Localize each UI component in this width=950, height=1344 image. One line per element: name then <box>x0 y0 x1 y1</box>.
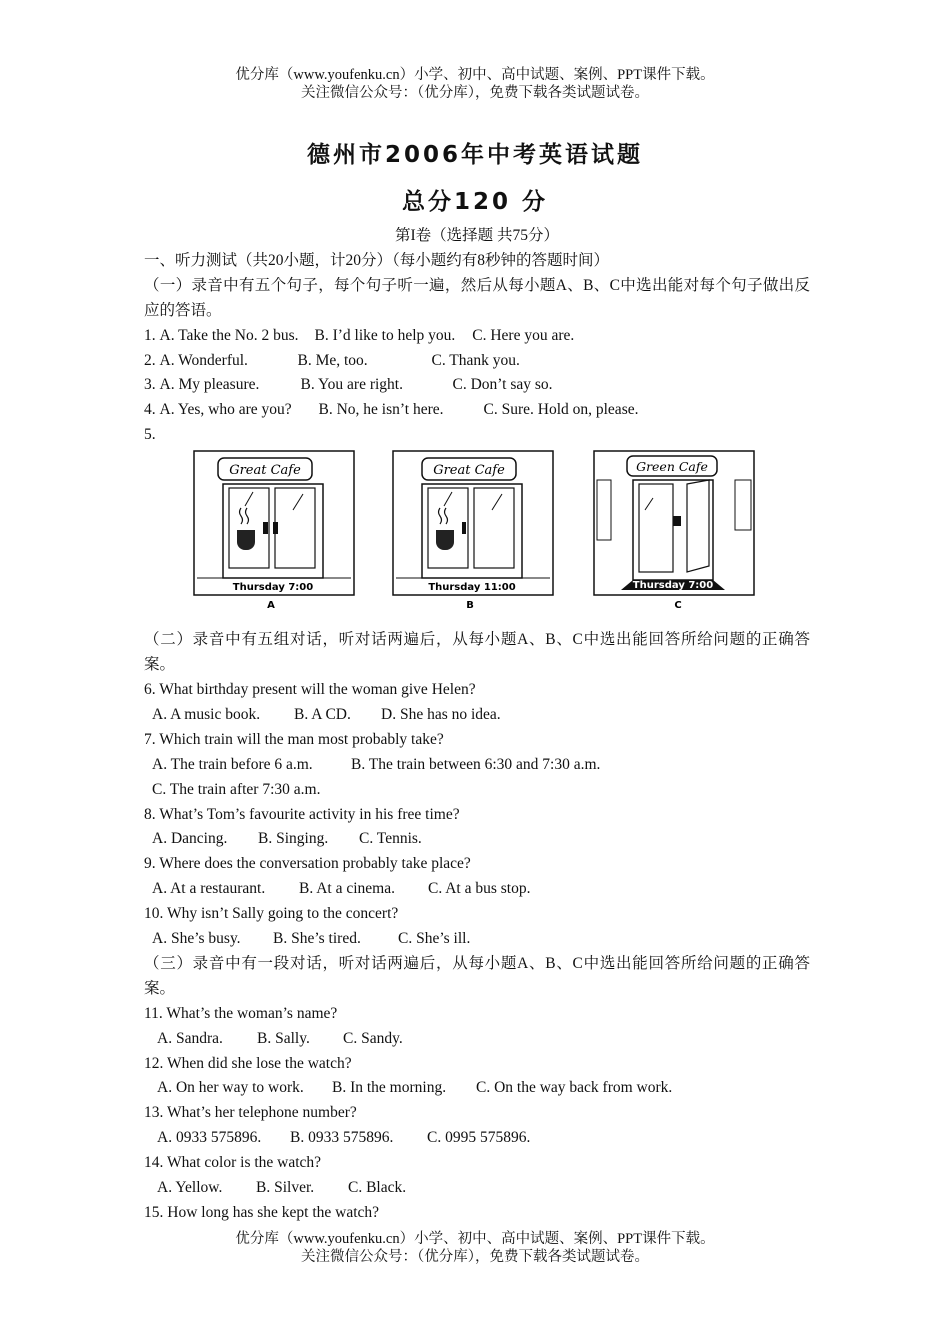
question-10-options <box>144 927 810 952</box>
q8-option-a: A. Dancing. <box>152 830 228 848</box>
q3-option-b: B. You are right. <box>300 376 403 394</box>
q4-option-a: A. Yes, who are you? <box>159 401 292 419</box>
cafe-door-picture-c <box>593 450 757 612</box>
cafe-door-picture-b <box>392 450 556 612</box>
page-header <box>0 66 950 102</box>
q6-option-a: A. A music book. <box>152 705 261 723</box>
q1-option-c: C. Here you are. <box>472 326 575 344</box>
picture-c <box>593 450 757 612</box>
q11-option-b: B. Sally. <box>257 1029 310 1047</box>
page-footer <box>0 1230 950 1266</box>
volume-heading: 第I卷（选择题 共75分） <box>394 227 560 244</box>
q9-option-b: B. At a cinema. <box>299 880 395 898</box>
q10-option-a: A. She’s busy. <box>152 930 241 948</box>
cafe-door-picture-a <box>193 450 357 612</box>
q13-option-a: A. 0933 575896. <box>157 1129 262 1147</box>
q11-option-c: C. Sandy. <box>343 1029 403 1047</box>
question-5-pictures <box>144 448 810 628</box>
question-9: 9. Where does the conversation probably take place? <box>144 855 471 873</box>
footer-line-1: 优分库（www.youfenku.cn）小学、初中、高中试题、案例、PPT课件下载。 <box>235 1231 715 1247</box>
q7-option-a: A. The train before 6 a.m. <box>152 755 313 773</box>
q4-option-c: C. Sure. Hold on, please. <box>483 401 639 419</box>
picture-b-label: B <box>466 600 474 612</box>
question-2: 2. A. Wonderful. B. Me, too. C. Thank you. <box>144 349 810 374</box>
question-3: 3. A. My pleasure. B. You are right. C. Don’t say so. <box>144 373 810 398</box>
picture-b-time: Thursday 11:00 <box>428 582 516 594</box>
q12-option-b: B. In the morning. <box>332 1079 447 1097</box>
question-12: 12. When did she lose the watch? <box>144 1054 352 1072</box>
q12-option-c: C. On the way back from work. <box>476 1079 673 1097</box>
footer-line-2: 关注微信公众号：（优分库），免费下载各类试题试卷。 <box>301 1249 649 1265</box>
question-13-options <box>144 1126 810 1151</box>
picture-c-time: Thursday 7:00 <box>632 580 714 592</box>
q6-option-b: B. A CD. <box>294 705 351 723</box>
picture-c-label: C <box>674 600 682 612</box>
q1-option-a: A. Take the No. 2 bus. <box>159 326 299 344</box>
picture-b-sign: Great Cafe <box>433 463 505 479</box>
exam-title: 德州市2006年中考英语试题 <box>306 142 643 168</box>
question-6-options <box>144 703 810 728</box>
q2-option-b: B. Me, too. <box>297 351 368 369</box>
section1-instructions: （一）录音中有五个句子，每个句子听一遍，然后从每小题A、B、C中选出能对每个句子做出反应的答语。 <box>144 276 810 319</box>
question-8: 8. What’s Tom’s favourite activity in his free time? <box>144 805 460 823</box>
q9-option-c: C. At a bus stop. <box>428 880 531 898</box>
question-7: 7. Which train will the man most probably take? <box>144 730 444 748</box>
q8-option-c: C. Tennis. <box>359 830 422 848</box>
q6-option-c: D. She has no idea. <box>381 705 501 723</box>
question-11: 11. What’s the woman’s name? <box>144 1004 338 1022</box>
question-9-options <box>144 877 810 902</box>
question-13: 13. What’s her telephone number? <box>144 1104 357 1122</box>
part1-heading: 一、听力测试（共20小题，计20分）（每小题约有8秒钟的答题时间） <box>144 251 610 269</box>
q2-option-c: C. Thank you. <box>431 351 520 369</box>
q12-option-a: A. On her way to work. <box>157 1079 304 1097</box>
question-1: 1. A. Take the No. 2 bus. B. I’d like to help you. C. Here you are. <box>144 324 810 349</box>
q14-option-a: A. Yellow. <box>157 1179 223 1197</box>
question-12-options <box>144 1076 810 1101</box>
q11-option-a: A. Sandra. <box>157 1029 223 1047</box>
question-14-options <box>144 1176 810 1201</box>
question-7-options-ab <box>144 753 810 778</box>
picture-a-label: A <box>267 600 275 612</box>
section3-instructions: （三）录音中有一段对话，听对话两遍后，从每小题A、B、C中选出能回答所给问题的正确答案。 <box>144 954 810 997</box>
exam-body <box>144 224 810 1226</box>
question-15: 15. How long has she kept the watch? <box>144 1204 380 1221</box>
question-5: 5. <box>144 426 156 444</box>
q3-option-c: C. Don’t say so. <box>452 376 553 394</box>
q2-option-a: A. Wonderful. <box>159 351 248 369</box>
q3-option-a: A. My pleasure. <box>159 376 260 394</box>
picture-b <box>392 450 556 612</box>
section2-instructions: （二）录音中有五组对话，听对话两遍后，从每小题A、B、C中选出能回答所给问题的正确答案。 <box>144 631 810 674</box>
header-line-2: 关注微信公众号：（优分库），免费下载各类试题试卷。 <box>301 85 649 101</box>
q10-option-b: B. She’s tired. <box>273 930 361 948</box>
question-7-option-c: C. The train after 7:30 a.m. <box>152 780 321 798</box>
question-14: 14. What color is the watch? <box>144 1154 322 1172</box>
picture-a-sign: Great Cafe <box>229 463 301 479</box>
picture-a <box>193 450 357 612</box>
q4-option-b: B. No, he isn’t here. <box>318 401 444 419</box>
question-6: 6. What birthday present will the woman give Helen? <box>144 680 476 698</box>
q13-option-c: C. 0995 575896. <box>427 1129 531 1147</box>
question-4: 4. A. Yes, who are you? B. No, he isn’t here. C. Sure. Hold on, please. <box>144 398 810 423</box>
q7-option-b: B. The train between 6:30 and 7:30 a.m. <box>351 755 601 773</box>
q13-option-b: B. 0933 575896. <box>290 1129 394 1147</box>
exam-total-score: 总分120 分 <box>401 189 549 215</box>
q9-option-a: A. At a restaurant. <box>152 880 266 898</box>
q10-option-c: C. She’s ill. <box>398 930 471 948</box>
picture-a-time: Thursday 7:00 <box>232 582 314 594</box>
question-8-options <box>144 827 810 852</box>
question-11-options <box>144 1027 810 1052</box>
q14-option-b: B. Silver. <box>256 1179 315 1197</box>
q14-option-c: C. Black. <box>348 1179 407 1197</box>
q1-option-b: B. I’d like to help you. <box>314 326 456 344</box>
question-10: 10. Why isn’t Sally going to the concert? <box>144 905 399 923</box>
header-line-1: 优分库（www.youfenku.cn）小学、初中、高中试题、案例、PPT课件下载。 <box>235 67 715 83</box>
picture-c-sign: Green Cafe <box>636 459 708 475</box>
q8-option-b: B. Singing. <box>258 830 329 848</box>
